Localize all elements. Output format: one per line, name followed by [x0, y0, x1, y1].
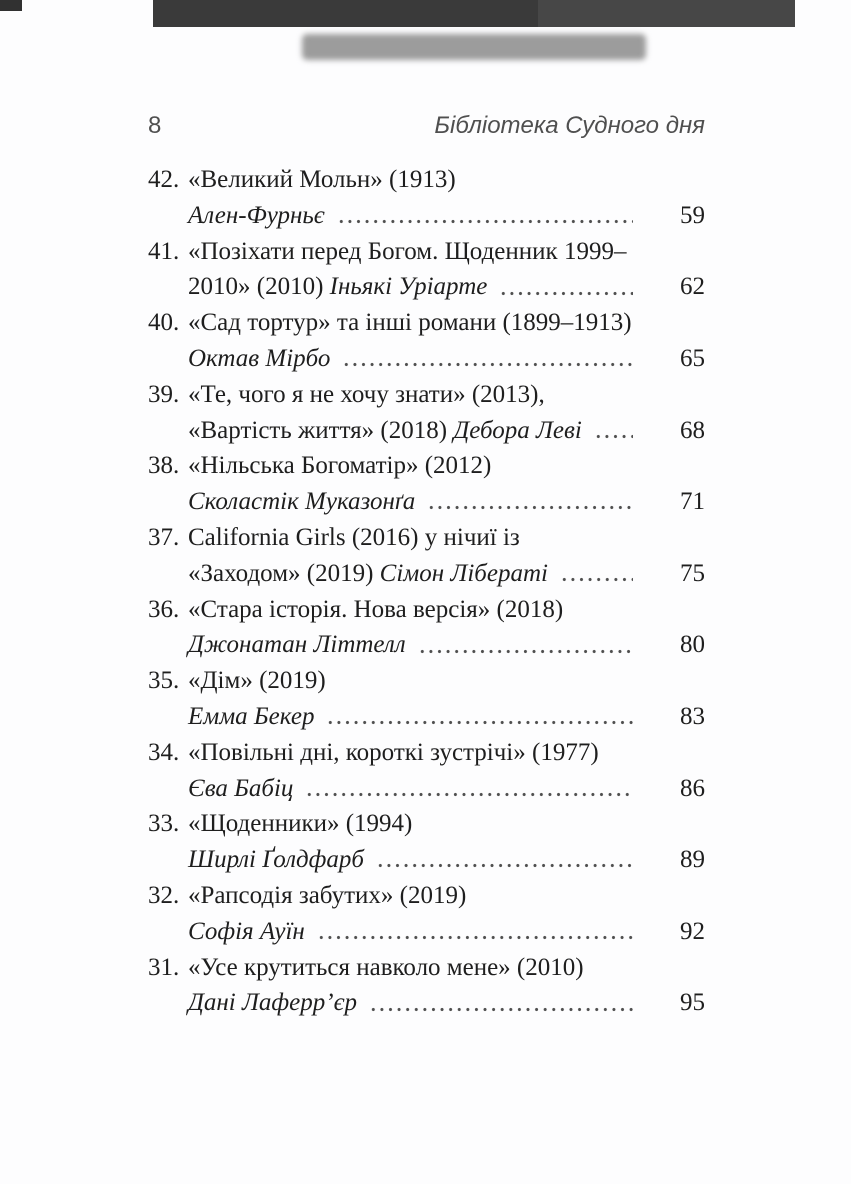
- entry-page-number: 68: [680, 416, 705, 444]
- toc-entry: [148, 878, 705, 950]
- dot-leader: [337, 198, 633, 234]
- page-folio-number: 8: [148, 112, 162, 139]
- toc-entry: [148, 520, 705, 592]
- entry-page-number: 86: [680, 774, 705, 802]
- entry-title: «Те, чого я не хочу знати» (2013),: [188, 380, 545, 408]
- entry-title-line: [148, 806, 705, 842]
- entry-author-line: [148, 341, 705, 377]
- entry-author-line: [148, 771, 705, 807]
- dot-leader: [560, 556, 633, 592]
- entry-page-number: 92: [680, 917, 705, 945]
- entry-title-continuation: «Заходом» (2019): [188, 559, 380, 587]
- entry-author: Ален-Фурньє: [188, 201, 325, 229]
- entry-author: Сімон Лібераті: [379, 559, 548, 587]
- entry-title-line: [148, 592, 705, 628]
- entry-number: 37.: [148, 523, 180, 551]
- entry-title: «Дім» (2019): [188, 667, 326, 695]
- dot-leader: [427, 484, 633, 520]
- entry-page-number: 65: [680, 344, 705, 372]
- dot-leader: [342, 341, 633, 377]
- entry-title-continuation: 2010» (2010): [188, 273, 330, 301]
- toc-entry: [148, 234, 705, 306]
- entry-number: 32.: [148, 881, 180, 909]
- entry-title-line: [148, 377, 705, 413]
- entry-title-line: [148, 305, 705, 341]
- entry-title-continuation: «Вартість життя» (2018): [188, 416, 454, 444]
- entry-title-line: [148, 950, 705, 986]
- toc-entry: [148, 806, 705, 878]
- entry-page-number: 83: [680, 702, 705, 730]
- entry-author-line: [148, 699, 705, 735]
- toc-entry: [148, 377, 705, 449]
- entry-title: «Сад тортур» та інші романи (1899–1913): [188, 309, 632, 337]
- running-title: Бібліотека Судного дня: [434, 112, 705, 139]
- table-of-contents: [148, 162, 705, 1021]
- dot-leader: [326, 699, 633, 735]
- entry-number: 34.: [148, 738, 180, 766]
- toc-entry: [148, 663, 705, 735]
- toc-entry: [148, 448, 705, 520]
- entry-author-line: [148, 484, 705, 520]
- entry-author: Софія Ауїн: [188, 917, 305, 945]
- dot-leader: [376, 842, 633, 878]
- entry-page-number: 71: [680, 488, 705, 516]
- running-header: [148, 112, 705, 140]
- entry-page-number: 95: [680, 989, 705, 1017]
- dot-leader: [317, 914, 633, 950]
- entry-author-line: [148, 985, 705, 1021]
- entry-author: Ширлі Ґолдфарб: [188, 846, 364, 874]
- entry-author-line: [148, 269, 705, 305]
- entry-number: 36.: [148, 595, 180, 623]
- entry-author: Емма Бекер: [188, 702, 315, 730]
- entry-number: 39.: [148, 380, 180, 408]
- entry-page-number: 75: [680, 559, 705, 587]
- entry-page-number: 62: [680, 273, 705, 301]
- entry-title-line: [148, 520, 705, 556]
- entry-title: «Нільська Богоматір» (2012): [188, 452, 492, 480]
- entry-number: 40.: [148, 309, 180, 337]
- entry-title: «Великий Мольн» (1913): [188, 166, 456, 193]
- dot-leader: [418, 627, 633, 663]
- dot-leader: [305, 771, 633, 807]
- entry-number: 38.: [148, 452, 180, 480]
- entry-page-number: 89: [680, 846, 705, 874]
- entry-title-line: [148, 162, 705, 198]
- entry-author: Дебора Леві: [453, 416, 582, 444]
- entry-page-number: 59: [680, 201, 705, 229]
- entry-number: 42.: [148, 166, 180, 193]
- entry-author-line: [148, 914, 705, 950]
- entry-title-line: [148, 735, 705, 771]
- entry-title: «Щоденники» (1994): [188, 810, 413, 838]
- entry-title-line: [148, 234, 705, 270]
- photo-corner-mark: [0, 0, 22, 11]
- entry-title: «Повільні дні, короткі зустрічі» (1977): [188, 738, 599, 766]
- entry-title: «Усе крутиться навколо мене» (2010): [188, 953, 584, 981]
- entry-author: Єва Бабіц: [188, 774, 294, 802]
- entry-title-line: [148, 663, 705, 699]
- dot-leader: [499, 269, 633, 305]
- entry-author-line: [148, 198, 705, 234]
- entry-author-line: [148, 842, 705, 878]
- entry-title: California Girls (2016) у нічиї із: [188, 523, 520, 551]
- entry-author: Сколастік Муказонґа: [188, 488, 416, 516]
- toc-entry: [148, 950, 705, 1022]
- entry-author: Джонатан Літтелл: [188, 631, 406, 659]
- toc-entry: [148, 735, 705, 807]
- entry-number: 35.: [148, 667, 180, 695]
- photo-blurred-band: [302, 34, 646, 60]
- entry-author: Дані Лаферр’єр: [188, 989, 358, 1017]
- toc-entry: [148, 305, 705, 377]
- entry-author-line: [148, 627, 705, 663]
- entry-title-line: [148, 448, 705, 484]
- entry-author-line: [148, 413, 705, 449]
- entry-title-line: [148, 878, 705, 914]
- entry-number: 33.: [148, 810, 180, 838]
- entry-title: «Рапсодія забутих» (2019): [188, 881, 467, 909]
- toc-entry: [148, 162, 705, 234]
- photo-dark-band: [153, 0, 795, 27]
- entry-page-number: 80: [680, 631, 705, 659]
- entry-title: «Стара історія. Нова версія» (2018): [188, 595, 564, 623]
- entry-author: Іньякі Уріарте: [329, 273, 488, 301]
- entry-number: 31.: [148, 953, 180, 981]
- entry-number: 41.: [148, 237, 180, 265]
- entry-author: Октав Мірбо: [188, 344, 331, 372]
- entry-author-line: [148, 556, 705, 592]
- dot-leader: [594, 413, 633, 449]
- entry-title: «Позіхати перед Богом. Щоденник 1999–: [188, 237, 627, 265]
- dot-leader: [369, 985, 633, 1021]
- toc-entry: [148, 592, 705, 664]
